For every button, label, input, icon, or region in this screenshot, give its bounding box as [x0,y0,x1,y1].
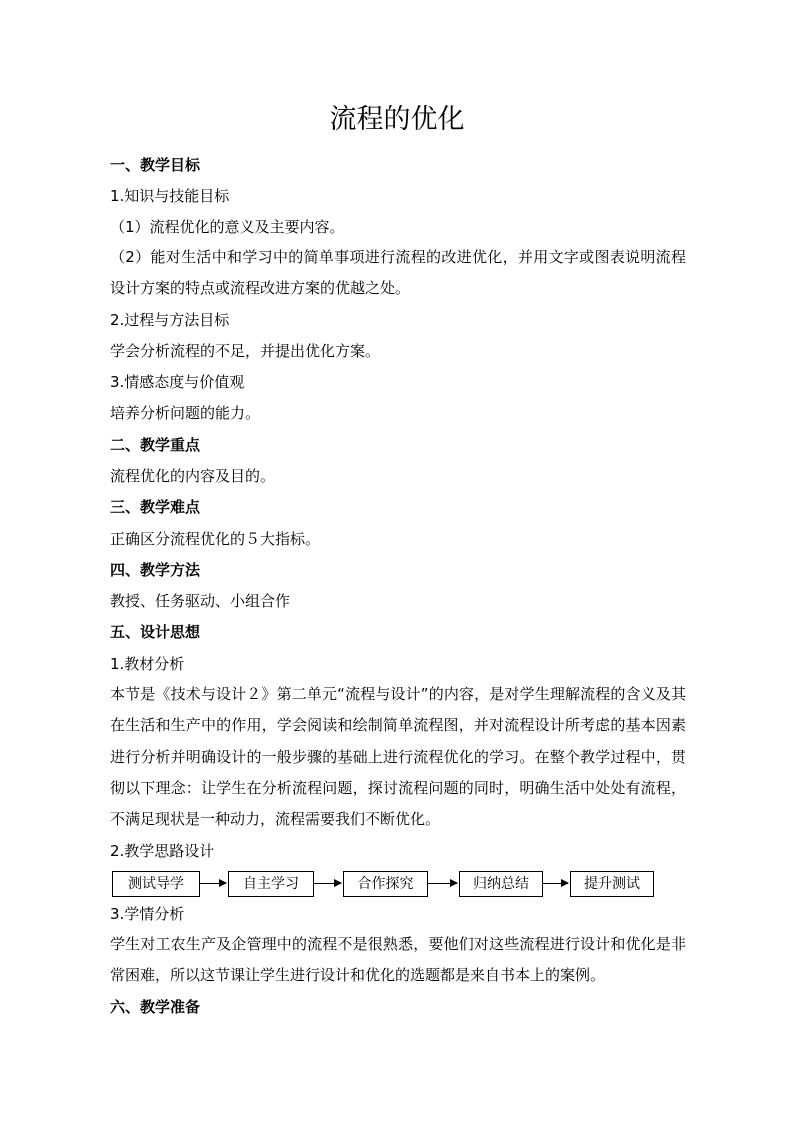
difficulties-text: 正确区分流程优化的５大指标。 [110,530,321,548]
objective-item-2: （2）能对生活中和学习中的简单事项进行流程的改进优化，并用文字或图表说明流程设计方案的特点或流程改进方案的优越之处。 [110,248,686,298]
methods-text: 教授、任务驱动、小组合作 [110,592,291,610]
attitude-values-text: 培养分析问题的能力。 [110,404,261,422]
subheading-knowledge-skills: 1.知识与技能目标 [110,187,230,205]
subheading-teaching-plan: 2.教学思路设计 [110,842,215,860]
section-heading-key-points: 二、教学重点 [110,436,201,454]
flow-step-3: 合作探究 [343,871,428,897]
section-heading-design: 五、设计思想 [110,623,201,641]
flow-arrow-icon [314,883,341,884]
material-analysis-text: 本节是《技术与设计２》第二单元“流程与设计”的内容，是对学生理解流程的含义及其在生活和生产中的作用，学会阅读和绘制简单流程图，并对流程设计所考虑的基本因素进行分析并明确设计的一般步骤的基础上进行流程优化的学习。在整个教学过程中，贯彻以下理念：让学生在分析流程问题，探讨流程问题的同时，明确生活中处处有流程，不满足现状是一种动力，流程需要我们不断优化。 [110,685,686,829]
flow-step-1: 测试导学 [112,871,200,897]
subheading-student-analysis: 3.学情分析 [110,905,185,923]
flow-arrow-icon [428,883,457,884]
section-heading-methods: 四、教学方法 [110,561,201,579]
subheading-process-method: 2.过程与方法目标 [110,311,230,329]
flow-step-5: 提升测试 [570,871,654,897]
subheading-attitude-values: 3.情感态度与价值观 [110,373,245,391]
page-title: 流程的优化 [329,104,465,135]
flow-step-4: 归纳总结 [459,871,543,897]
teaching-flow-diagram [112,871,672,897]
section-heading-objectives: 一、教学目标 [110,156,201,174]
objective-item-1: （1）流程优化的意义及主要内容。 [110,218,345,236]
flow-arrow-icon [543,883,568,884]
flow-step-2: 自主学习 [228,871,314,897]
section-heading-difficulties: 三、教学难点 [110,498,201,516]
process-method-text: 学会分析流程的不足，并提出优化方案。 [110,342,381,360]
student-analysis-text: 学生对工农生产及企管理中的流程不是很熟悉，要他们对这些流程进行设计和优化是非常困难，所以这节课让学生进行设计和优化的选题都是来自书本上的案例。 [110,935,686,985]
section-heading-preparation: 六、教学准备 [110,998,201,1016]
flow-arrow-icon [200,883,226,884]
key-points-text: 流程优化的内容及目的。 [110,467,276,485]
subheading-material-analysis: 1.教材分析 [110,655,185,673]
